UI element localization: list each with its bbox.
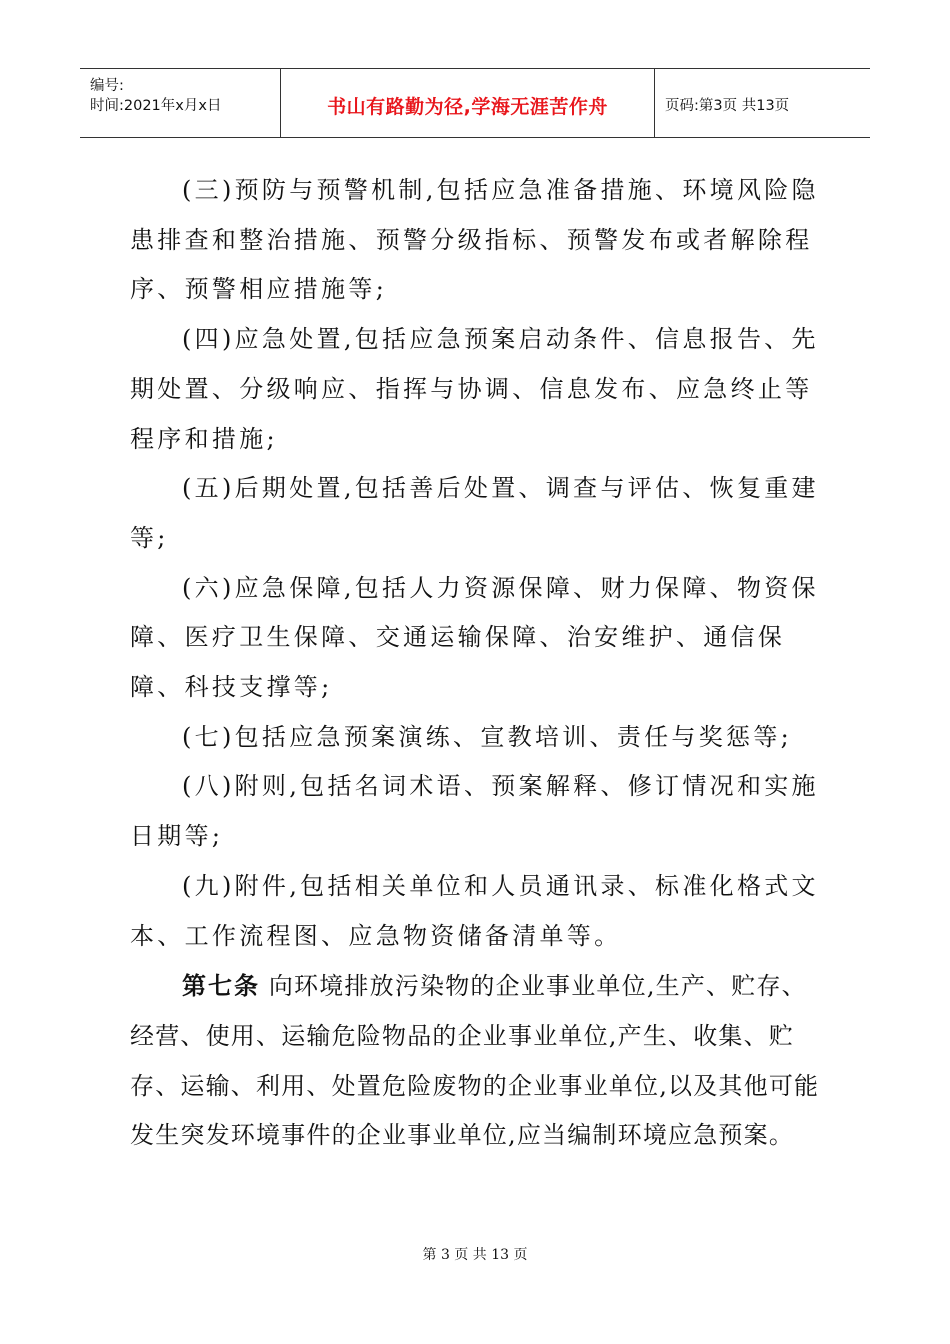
header-motto: 书山有路勤为径,学海无涯苦作舟	[327, 95, 608, 118]
header-motto-cell	[281, 69, 655, 137]
article-7-text: 向环境排放污染物的企业事业单位,生产、贮存、经营、使用、运输危险物品的企业事业单位,产生、收集、贮存、运输、利用、处置危险废物的企业事业单位,以及其他可能发生突发环境事件的企业事业单位,应当编制环境应急预案。	[130, 972, 820, 1150]
document-header	[80, 68, 870, 138]
document-number-label: 编号:	[90, 78, 124, 94]
paragraph-item-4: (四)应急处置,包括应急预案启动条件、信息报告、先期处置、分级响应、指挥与协调、信息发布、应急终止等程序和措施;	[130, 325, 819, 453]
paragraph-item-9: (九)附件,包括相关单位和人员通讯录、标准化格式文本、工作流程图、应急物资储备清单等。	[130, 871, 819, 950]
paragraph-item-7: (七)包括应急预案演练、宣教培训、责任与奖惩等;	[182, 722, 793, 751]
header-page-cell	[655, 69, 870, 137]
paragraph-item-8: (八)附则,包括名词术语、预案解释、修订情况和实施日期等;	[130, 772, 819, 851]
document-body	[130, 166, 830, 1161]
paragraph-item-3: (三)预防与预警机制,包括应急准备措施、环境风险隐患排查和整治措施、预警分级指标、预警发布或者解除程序、预警相应措施等;	[130, 176, 819, 304]
article-7	[130, 961, 830, 1161]
article-7-label: 第七条	[182, 971, 260, 1001]
page-footer: 第 3 页 共 13 页	[422, 1247, 528, 1263]
paragraph-item-5: (五)后期处置,包括善后处置、调查与评估、恢复重建等;	[130, 474, 819, 552]
document-time-label: 时间:2021年x月x日	[90, 98, 222, 114]
header-page-info: 页码:第3页 共13页	[665, 97, 790, 114]
paragraph-item-6: (六)应急保障,包括人力资源保障、财力保障、物资保障、医疗卫生保障、交通运输保障、治安维护、通信保障、科技支撑等;	[130, 573, 819, 702]
header-meta	[80, 69, 281, 137]
